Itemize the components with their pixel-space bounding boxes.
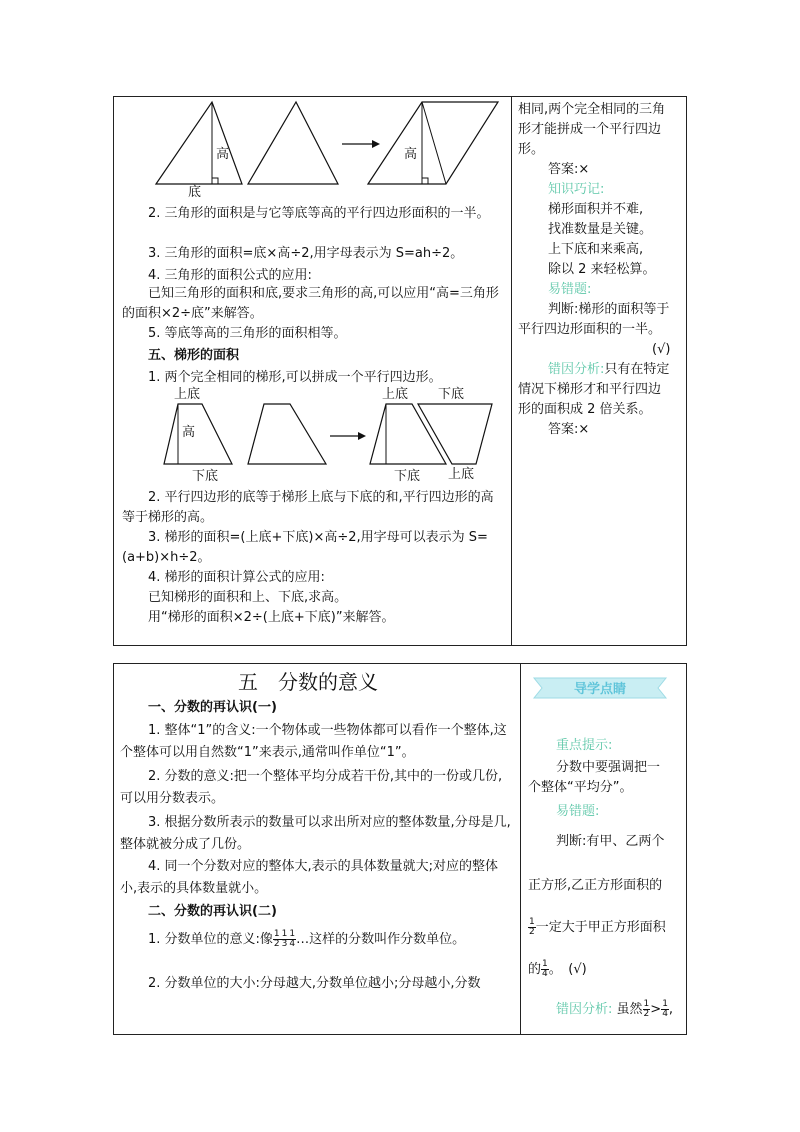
side-analysis-3: 形的面积成 2 倍关系。: [518, 402, 652, 417]
side-line-3: 形。: [518, 142, 545, 157]
bside-key-2: 个整体“平均分”。: [528, 780, 633, 795]
side-tip-3: 上下底和来乘高,: [548, 242, 644, 257]
side-answer-2: 答案:×: [548, 422, 590, 437]
right-angle-mark-2: [422, 178, 428, 184]
trap-height-label: 高: [182, 425, 196, 440]
side-analysis-label: 错因分析:: [548, 362, 605, 377]
side-err-1: 判断:梯形的面积等于: [548, 302, 670, 317]
trap2-top-base-label: 上底: [382, 387, 409, 402]
side-tip-label: 知识巧记:: [548, 182, 605, 197]
side-tip-4: 除以 2 来轻松算。: [548, 262, 656, 277]
side-analysis-row: [548, 362, 669, 378]
trap-bottom-base-label: 下底: [192, 469, 219, 484]
section5-item-4c: 用“梯形的面积×2÷(上底+下底)”来解答。: [148, 610, 395, 625]
bside-err-3: $\frac{1}{2}$ 一定大于甲正方形面积: [529, 917, 666, 937]
side-analysis-2: 情况下梯形才和平行四边: [518, 382, 662, 397]
chapter-title: 五 分数的意义: [238, 670, 378, 694]
bside-frac-half: $\frac{1}{2}$: [529, 917, 535, 937]
side-tip-1: 梯形面积并不难,: [548, 202, 644, 217]
c1-pre: 1. 分数单位的意义:像: [148, 932, 273, 947]
bottom-item-1: 1. 整体“1”的含义:一个物体或一些物体都可以看作一个整体,这个整体可以用自然数“1”来表示,通常叫作单位“1”。: [120, 723, 507, 760]
arrow-head: [372, 140, 380, 148]
bside-err-4: 的 $\frac{1}{4}$ 。 (√): [528, 959, 587, 979]
bside-analysis: 错因分析: 虽然 $\frac{1}{2}$ > $\frac{1}{4}$ ,: [556, 999, 674, 1019]
parallelogram-height-label: 高: [404, 147, 418, 162]
bottom-item-c2: 2. 分数单位的大小:分母越大,分数单位越小;分母越小,分数: [148, 976, 481, 991]
triangle-middle: [248, 102, 338, 184]
fraction-quarter: $\frac{1}{4}$: [289, 929, 296, 949]
trap2-lower-label-2: 上底: [448, 467, 475, 482]
trapezoid-left: [164, 404, 232, 464]
section5-heading: 五、梯形的面积: [148, 348, 240, 363]
triangle-base-label: 底: [188, 185, 202, 200]
guide-banner-text: 导学点睛: [573, 682, 627, 697]
trap-top-base-label: 上底: [174, 387, 201, 402]
bside-analysis-frac-quarter: $\frac{1}{4}$: [662, 999, 668, 1019]
bottom-divider: [520, 663, 521, 1035]
bside-frac-quarter: $\frac{1}{4}$: [542, 959, 548, 979]
side-line-2: 形才能拼成一个平行四边: [518, 122, 662, 137]
guide-banner: [530, 676, 670, 700]
bside-key-label: 重点提示:: [556, 738, 613, 753]
side-err-2: 平行四边形面积的一半。: [518, 322, 662, 337]
top-item-4b: 已知三角形的面积和底,要求三角形的高,可以应用“高=三角形的面积×2÷底”来解答。: [122, 286, 499, 321]
top-item-5: 5. 等底等高的三角形的面积相等。: [148, 326, 347, 341]
parallelogram-diagonal: [422, 102, 446, 184]
fraction-third: $\frac{1}{3}$: [281, 929, 288, 949]
bottom-item-4: 4. 同一个分数对应的整体大,表示的具体数量就大;对应的整体小,表示的具体数量就小。: [120, 859, 499, 896]
section5-item-3: 3. 梯形的面积=(上底+下底)×高÷2,用字母可以表示为 S=(a+b)×h÷2。: [122, 530, 488, 565]
bside-key-1: 分数中要强调把一: [556, 760, 661, 775]
side-tip-2: 找准数量是关键。: [548, 222, 653, 237]
bside-err-1: 判断:有甲、乙两个: [556, 834, 665, 849]
bottom-item-3: 3. 根据分数所表示的数量可以求出所对应的整体数量,分母是几,整体就被分成了几份。: [120, 815, 511, 852]
parallelogram: [368, 102, 498, 184]
trap2-lower-label-1: 下底: [394, 469, 421, 484]
side-line-1: 相同,两个完全相同的三角: [518, 102, 666, 117]
triangle-figure: [150, 100, 510, 200]
bottom-heading-2: 二、分数的再认识(二): [148, 904, 277, 919]
top-divider: [511, 96, 512, 646]
section5-item-4: 4. 梯形的面积计算公式的应用:: [148, 570, 325, 585]
top-item-2: 2. 三角形的面积是与它等底等高的平行四边形面积的一半。: [148, 206, 490, 221]
side-analysis-first: 只有在特定: [604, 362, 670, 377]
bottom-item-c1: [148, 928, 465, 952]
trap2-bottom-base-label: 下底: [438, 387, 465, 402]
bside-analysis-frac-half: $\frac{1}{2}$: [643, 999, 650, 1019]
bside-err-2: 正方形,乙正方形面积的: [528, 878, 663, 893]
side-err-label: 易错题:: [548, 282, 592, 297]
trapezoid-figure: [150, 384, 510, 484]
bottom-heading-1: 一、分数的再认识(一): [148, 700, 277, 715]
top-item-4: 4. 三角形的面积公式的应用:: [148, 268, 312, 283]
c1-post: …这样的分数叫作分数单位。: [296, 932, 466, 947]
trapezoid-middle: [248, 404, 326, 464]
side-answer-1: 答案:×: [548, 162, 590, 177]
fraction-half: $\frac{1}{2}$: [273, 929, 280, 949]
bside-err-label: 易错题:: [556, 804, 600, 819]
triangle-height-label: 高: [216, 147, 230, 162]
arrow-head-2: [358, 432, 366, 440]
top-item-3: 3. 三角形的面积=底×高÷2,用字母表示为 S=ah÷2。: [148, 246, 464, 261]
bottom-item-2: 2. 分数的意义:把一个整体平均分成若干份,其中的一份或几份,可以用分数表示。: [120, 769, 503, 806]
side-err-mark: (√): [652, 342, 671, 357]
section5-item-4b: 已知梯形的面积和上、下底,求高。: [148, 590, 348, 605]
section5-item-2: 2. 平行四边形的底等于梯形上底与下底的和,平行四边形的高等于梯形的高。: [122, 490, 494, 525]
section5-item-1: 1. 两个完全相同的梯形,可以拼成一个平行四边形。: [148, 370, 442, 385]
triangle-left: [156, 102, 242, 184]
right-angle-mark: [212, 178, 218, 184]
